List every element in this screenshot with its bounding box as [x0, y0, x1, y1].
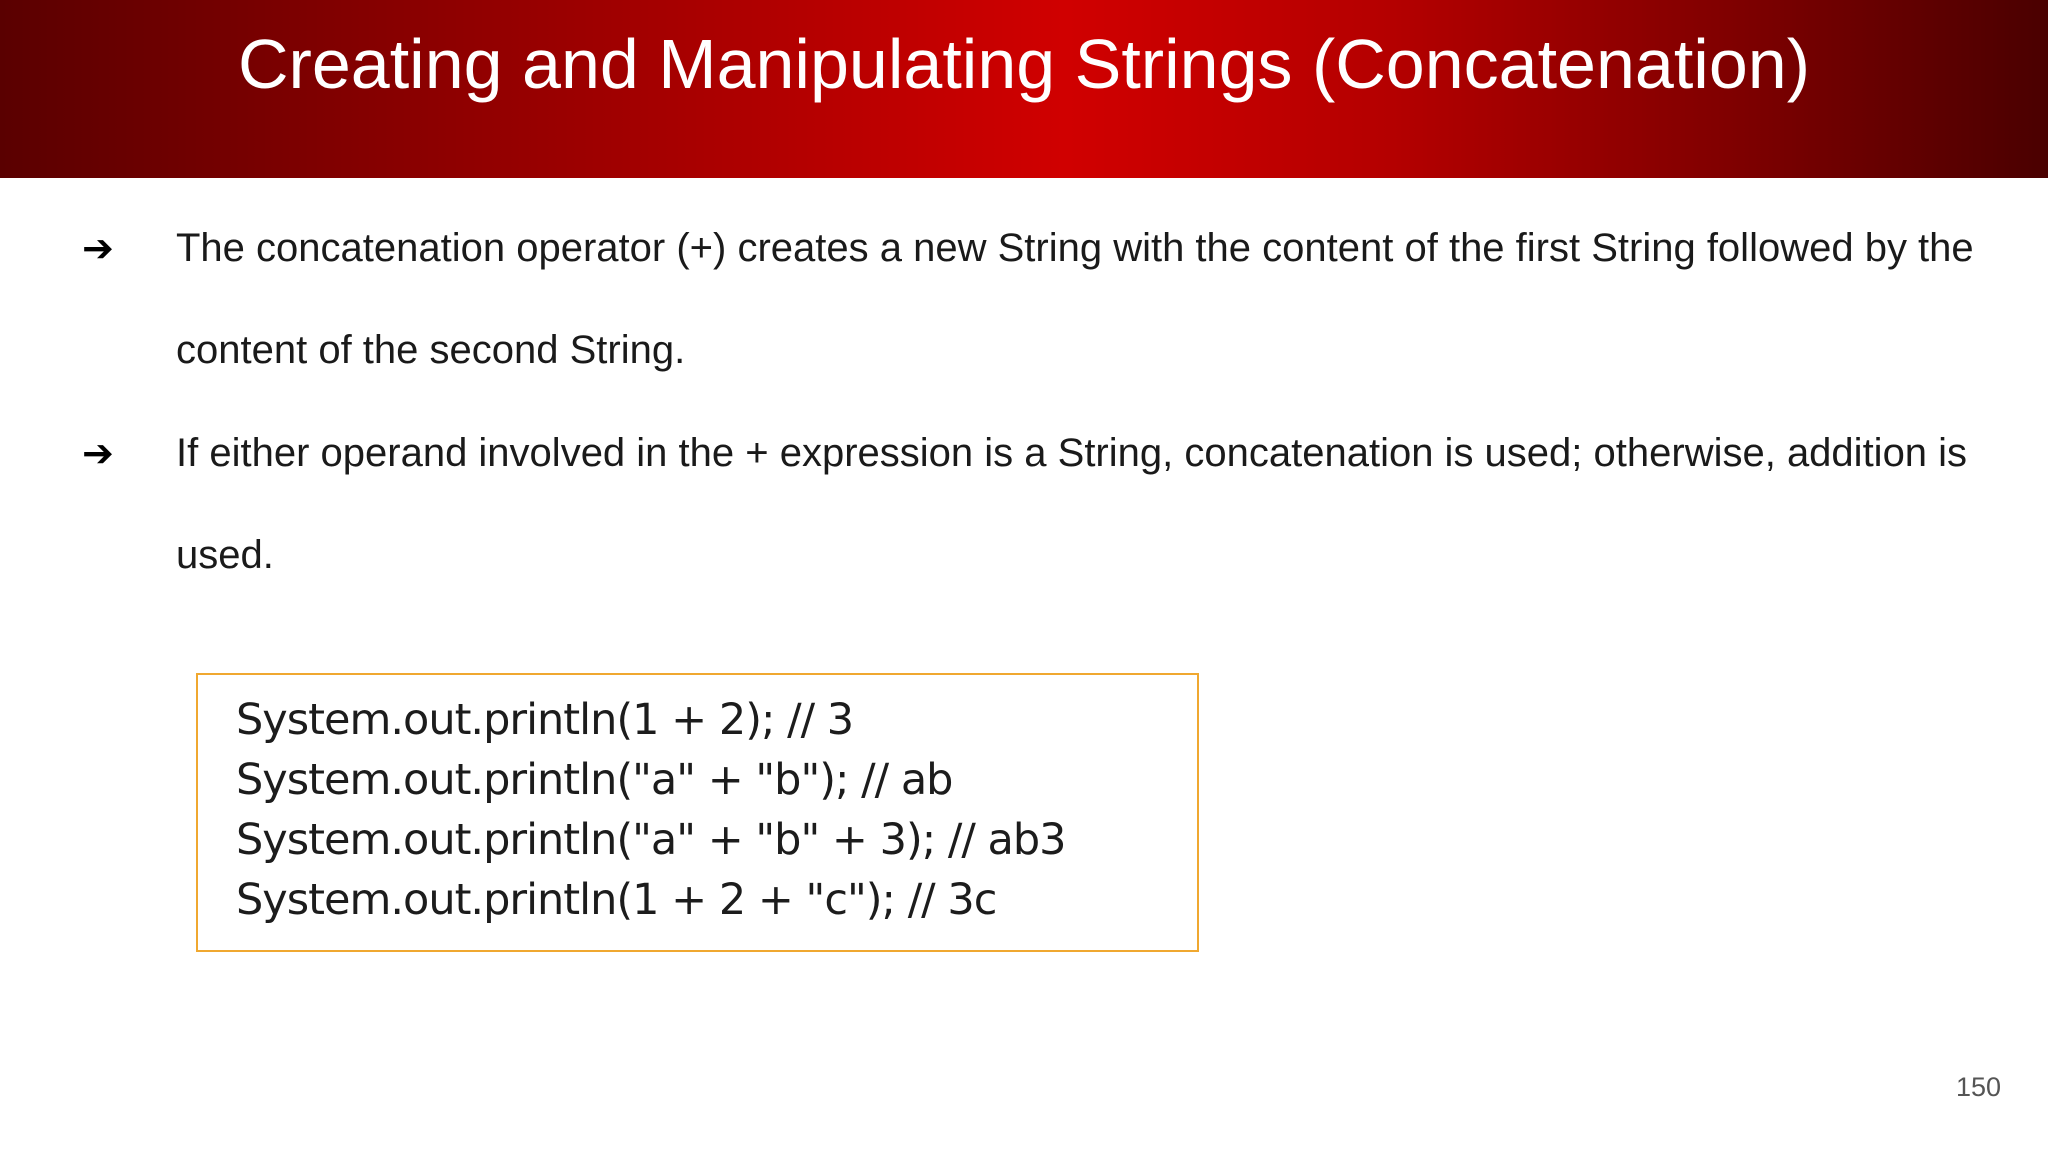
page-number: 150 [1955, 1072, 2001, 1102]
title-bar [0, 0, 2048, 178]
code-line: System.out.println(1 + 2); // 3 [236, 695, 854, 745]
code-example-box [196, 673, 1199, 952]
code-line: System.out.println("a" + "b" + 3); // ab3 [236, 815, 1066, 865]
bullet-text: If either operand involved in the + expression is a String, concatenation is used; otherwise, addition is used. [176, 431, 1968, 577]
arrow-bullet-icon: ➔ [82, 226, 114, 270]
bullet-text: The concatenation operator (+) creates a new String with the content of the first String followed by the content of the second String. [176, 226, 1974, 372]
slide-title: Creating and Manipulating Strings (Concatenation) [237, 25, 1811, 103]
code-line: System.out.println(1 + 2 + "c"); // 3c [236, 875, 997, 925]
arrow-bullet-icon: ➔ [82, 431, 114, 475]
code-line: System.out.println("a" + "b"); // ab [236, 755, 953, 805]
